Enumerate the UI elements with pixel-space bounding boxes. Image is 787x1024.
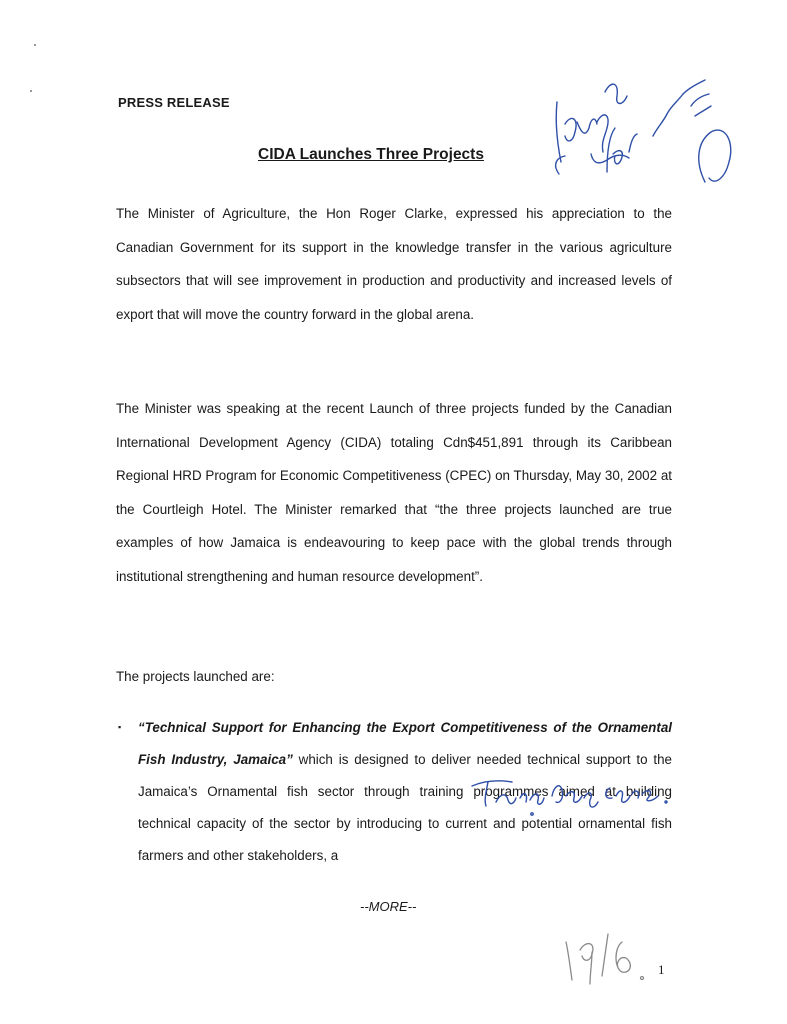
press-release-label: PRESS RELEASE <box>118 95 230 110</box>
bullet-marker: ▪ <box>118 722 122 732</box>
paragraph-1: The Minister of Agriculture, the Hon Roger Clarke, expressed his appreciation to the Canadian Government for its support in the knowledge transfer in the various agriculture subsectors that will see improvement in production and productivity and increased levels of export that will move the country forward in the global arena. <box>116 206 672 322</box>
handwritten-note-date <box>556 930 656 988</box>
handwritten-note-release <box>545 62 745 192</box>
more-marker: --MORE-- <box>360 899 417 914</box>
handwritten-note-inline <box>466 768 676 820</box>
scan-speck <box>34 44 36 46</box>
document-title: CIDA Launches Three Projects <box>258 146 484 163</box>
project-description: which is designed to deliver needed technical support to the Jamaica’s Ornamental fish sector through training programmes aimed at building technical capacity of the sector by introducing to current and potential ornamental fish farmers and other stakeholders, a <box>138 752 673 863</box>
paragraph-2: The Minister was speaking at the recent Launch of three projects funded by the Canadian International Development Agency (CIDA) totaling Cdn$451,891 through its Caribbean Regional HRD Program for Economic Competitiveness (CPEC) on Thursday, May 30, 2002 at the Courtleigh Hotel. The Minister remarked that “the three projects launched are true examples of how Jamaica is endeavouring to keep pace with the global trends through institutional strengthening and human resource development”. <box>116 401 672 584</box>
project-title: “Technical Support for Enhancing the Export Competitiveness of the Ornamental Fish Industry, Jamaica” <box>138 720 672 767</box>
page-number: 1 <box>658 962 665 977</box>
paragraph-3: The projects launched are: <box>116 669 275 684</box>
scan-speck <box>30 90 32 92</box>
